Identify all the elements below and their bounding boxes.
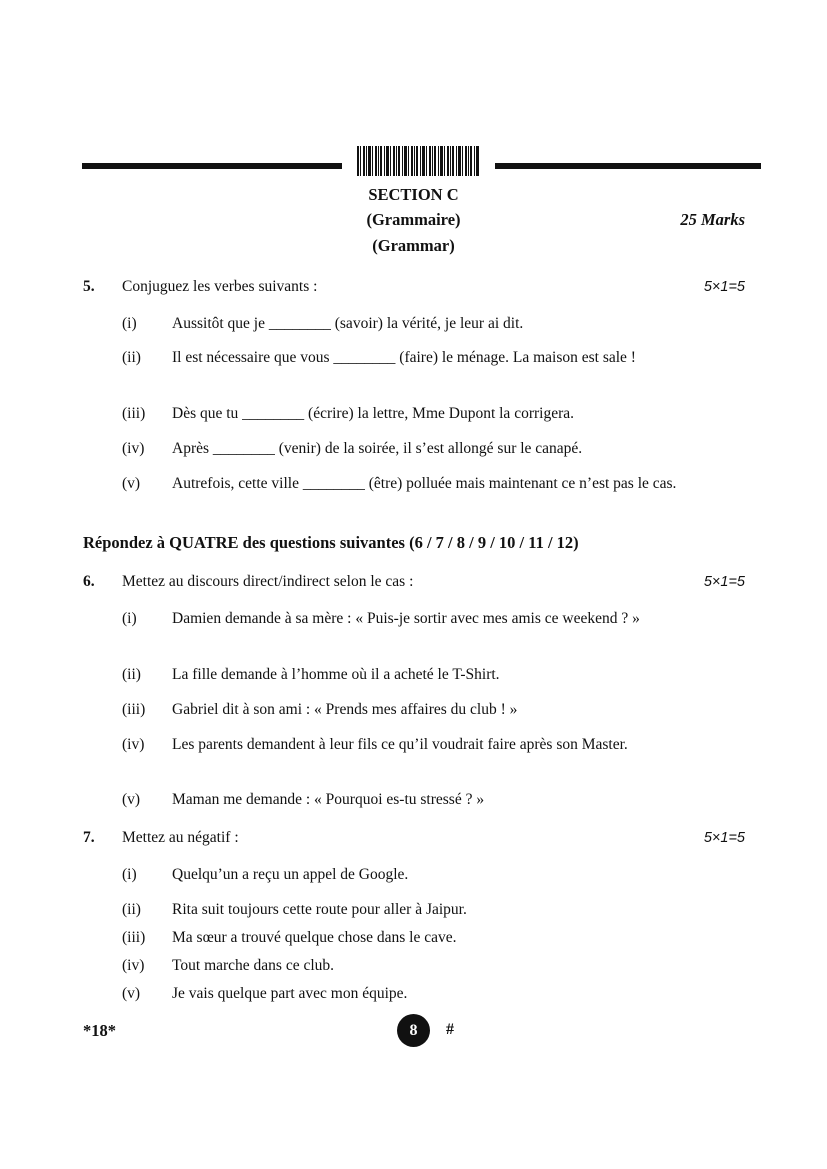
item-numeral: (ii)	[122, 349, 141, 366]
item-text: Autrefois, cette ville ________ (être) polluée mais maintenant ce n’est pas le cas.	[172, 475, 677, 492]
item-text: Aussitôt que je ________ (savoir) la vérité, je leur ai dit.	[172, 315, 524, 332]
item-text: Quelqu’un a reçu un appel de Google.	[172, 866, 409, 883]
item-text: Damien demande à sa mère : « Puis-je sortir avec mes amis ce weekend ? »	[172, 610, 640, 627]
header-rule-left	[82, 163, 342, 169]
item-text: Dès que tu ________ (écrire) la lettre, Mme Dupont la corrigera.	[172, 405, 574, 422]
item-text: La fille demande à l’homme où il a acheté le T-Shirt.	[172, 666, 500, 683]
item-numeral: (iii)	[122, 701, 146, 718]
item-text: Maman me demande : « Pourquoi es-tu stressé ? »	[172, 791, 485, 808]
item-numeral: (iii)	[122, 405, 146, 422]
footer-hash: #	[446, 1021, 454, 1038]
item-numeral: (i)	[122, 315, 137, 332]
item-text: Rita suit toujours cette route pour aller à Jaipur.	[172, 901, 467, 918]
question-number: 5.	[83, 278, 95, 295]
item-numeral: (i)	[122, 866, 137, 883]
header-rule-right	[495, 163, 761, 169]
question-marks: 5×1=5	[703, 830, 745, 846]
item-numeral: (ii)	[122, 666, 141, 683]
item-text: Gabriel dit à son ami : « Prends mes affaires du club ! »	[172, 701, 518, 718]
item-text: Ma sœur a trouvé quelque chose dans le cave.	[172, 929, 457, 946]
section-title: SECTION C	[368, 185, 459, 204]
item-numeral: (iii)	[122, 929, 146, 946]
item-text: Je vais quelque part avec mon équipe.	[172, 985, 408, 1002]
footer-code: *18*	[83, 1021, 116, 1040]
item-text: Tout marche dans ce club.	[172, 957, 335, 974]
page-number: 8	[397, 1014, 430, 1047]
question-prompt: Conjuguez les verbes suivants :	[122, 278, 318, 295]
item-numeral: (ii)	[122, 901, 141, 918]
question-prompt: Mettez au discours direct/indirect selon le cas :	[122, 573, 414, 590]
question-marks: 5×1=5	[703, 279, 745, 295]
section-subtitle-fr: (Grammaire)	[366, 210, 461, 229]
question-marks: 5×1=5	[703, 574, 745, 590]
question-number: 6.	[83, 573, 95, 590]
item-numeral: (iv)	[122, 957, 145, 974]
item-text: Il est nécessaire que vous ________ (faire) le ménage. La maison est sale !	[172, 349, 636, 366]
item-numeral: (iv)	[122, 736, 145, 753]
question-number: 7.	[83, 829, 95, 846]
item-numeral: (i)	[122, 610, 137, 627]
section-marks: 25 Marks	[680, 210, 745, 229]
item-numeral: (v)	[122, 475, 141, 492]
item-text: Après ________ (venir) de la soirée, il s’est allongé sur le canapé.	[172, 440, 583, 457]
item-text: Les parents demandent à leur fils ce qu’il voudrait faire après son Master.	[172, 736, 628, 753]
question-prompt: Mettez au négatif :	[122, 829, 239, 846]
section-subtitle-en: (Grammar)	[372, 236, 455, 255]
item-numeral: (iv)	[122, 440, 145, 457]
barcode-image	[357, 146, 479, 176]
item-numeral: (v)	[122, 791, 141, 808]
instruction-heading: Répondez à QUATRE des questions suivantes (6 / 7 / 8 / 9 / 10 / 11 / 12)	[83, 533, 579, 552]
item-numeral: (v)	[122, 985, 141, 1002]
